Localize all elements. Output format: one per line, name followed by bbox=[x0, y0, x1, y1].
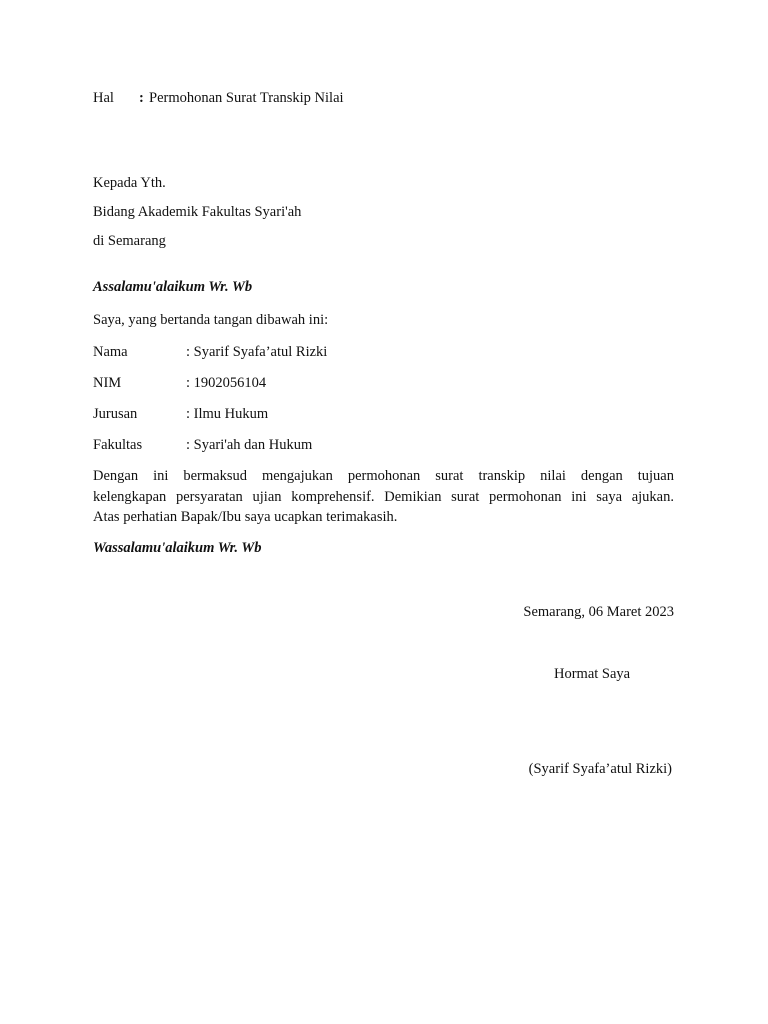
field-value-jurusan: : Ilmu Hukum bbox=[186, 406, 269, 422]
field-label-nim: NIM bbox=[93, 375, 122, 391]
subject-label: Hal bbox=[93, 90, 114, 106]
field-label-jurusan: Jurusan bbox=[93, 406, 138, 422]
field-label-nama: Nama bbox=[93, 344, 128, 360]
field-label-fakultas: Fakultas bbox=[93, 437, 143, 453]
recipient-line-1: Kepada Yth. bbox=[93, 175, 166, 191]
place-date: Semarang, 06 Maret 2023 bbox=[523, 604, 674, 620]
closing-greeting: Wassalamu'alaikum Wr. Wb bbox=[93, 540, 262, 556]
field-value-fakultas: : Syari'ah dan Hukum bbox=[186, 437, 313, 453]
closing-salutation: Hormat Saya bbox=[554, 666, 631, 682]
recipient-line-3: di Semarang bbox=[93, 233, 166, 249]
body-line-1: Dengan ini bermaksud mengajukan permohonan surat transkip nilai dengan tujuan bbox=[93, 468, 674, 484]
signature-name: (Syarif Syafa’atul Rizki) bbox=[528, 761, 672, 777]
subject-colon: : bbox=[139, 90, 144, 106]
intro-text: Saya, yang bertanda tangan dibawah ini: bbox=[93, 312, 329, 328]
field-value-nama: : Syarif Syafa’atul Rizki bbox=[186, 344, 328, 360]
body-line-2: kelengkapan persyaratan ujian komprehensif. Demikian surat permohonan ini saya ajukan. bbox=[93, 488, 674, 505]
body-line-3: Atas perhatian Bapak/Ibu saya ucapkan terimakasih. bbox=[93, 509, 398, 525]
subject-text: Permohonan Surat Transkip Nilai bbox=[149, 90, 344, 106]
body-paragraph bbox=[93, 466, 674, 528]
field-value-nim: : 1902056104 bbox=[186, 375, 267, 391]
opening-greeting: Assalamu'alaikum Wr. Wb bbox=[93, 279, 253, 295]
recipient-line-2: Bidang Akademik Fakultas Syari'ah bbox=[93, 204, 302, 220]
